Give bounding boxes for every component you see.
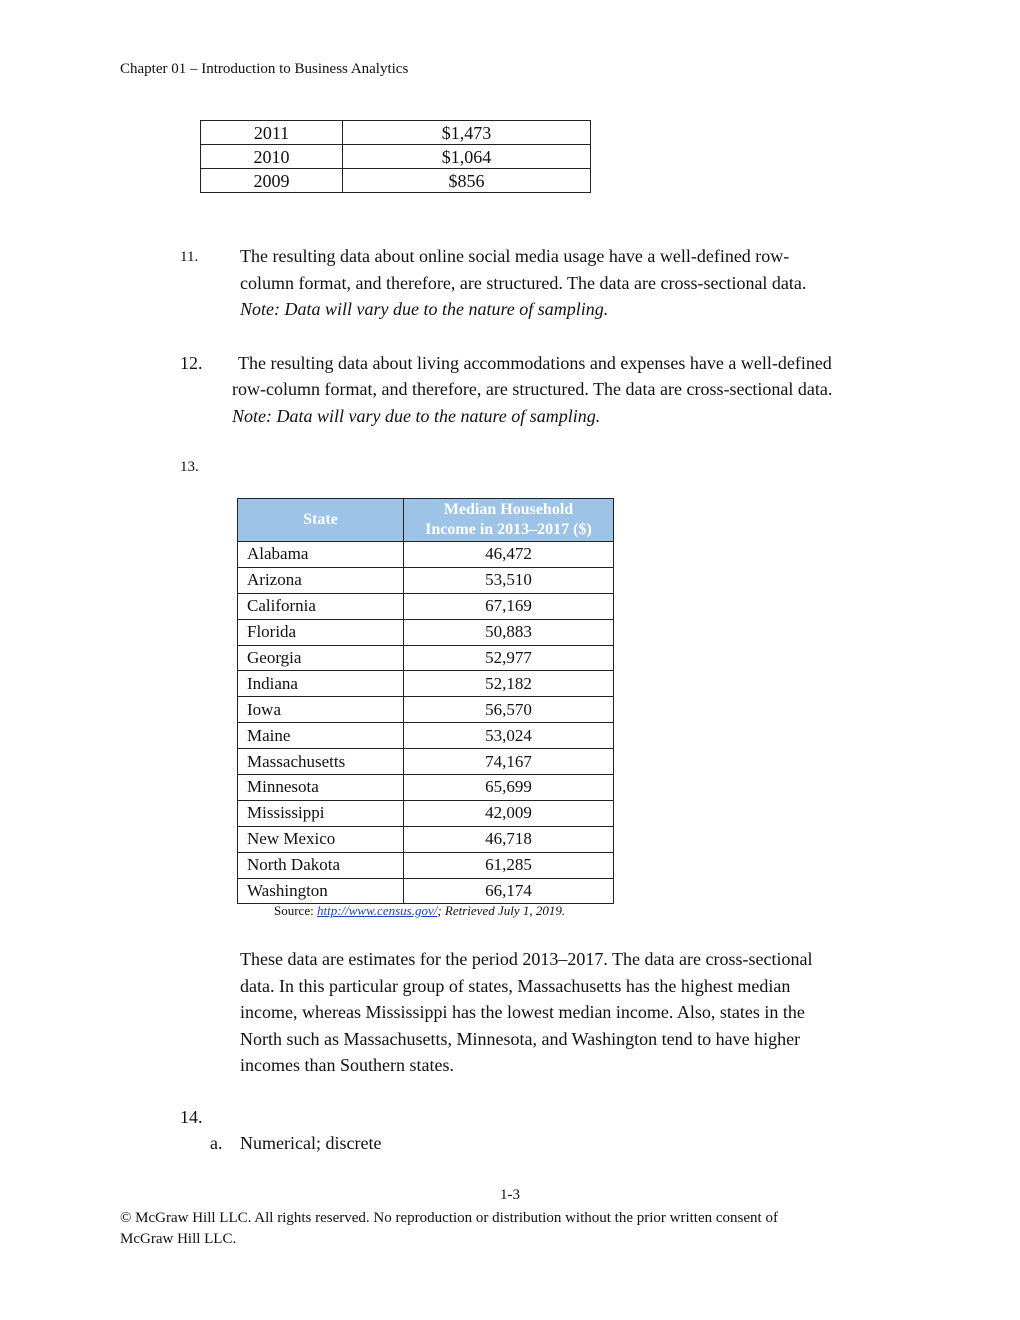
paragraph-line: North such as Massachusetts, Minnesota, and Washington tend to have higher <box>240 1028 801 1049</box>
table-row <box>238 878 614 904</box>
item-12-number: 12. <box>180 353 203 373</box>
state-cell: Alabama <box>238 542 404 568</box>
table-row <box>238 852 614 878</box>
item-11-text <box>240 243 806 323</box>
item-14a-text: Numerical; discrete <box>240 1133 382 1153</box>
income-cell: 56,570 <box>404 697 614 723</box>
item-12-line-first: The resulting data about living accommodations and expenses have a well-defined <box>238 353 832 373</box>
income-cell: 46,718 <box>404 826 614 852</box>
item-14a-label: a. <box>210 1133 223 1153</box>
copyright-line: © McGraw Hill LLC. All rights reserved. No reproduction or distribution without the prior written consent of <box>120 1210 778 1226</box>
income-cell: 61,285 <box>404 852 614 878</box>
page-number: 1-3 <box>500 1187 520 1203</box>
table-header-row <box>238 499 614 542</box>
income-cell: 50,883 <box>404 619 614 645</box>
item-12-line: row-column format, and therefore, are structured. The data are cross-sectional data. <box>232 379 833 399</box>
table-row <box>238 697 614 723</box>
income-cell: 53,024 <box>404 723 614 749</box>
median-income-table <box>237 498 614 904</box>
table-row <box>238 723 614 749</box>
table-row <box>238 749 614 775</box>
table-row <box>201 169 591 193</box>
item-13-paragraph <box>240 946 812 1079</box>
table-row <box>238 645 614 671</box>
income-cell: 42,009 <box>404 800 614 826</box>
table-row <box>238 775 614 801</box>
source-link[interactable]: http://www.census.gov/ <box>316 903 438 918</box>
income-cell: 52,182 <box>404 671 614 697</box>
state-cell: Maine <box>238 723 404 749</box>
item-11-note: Note: Data will vary due to the nature of sampling. <box>240 299 609 319</box>
paragraph-line: income, whereas Mississippi has the lowest median income. Also, states in the <box>240 1002 805 1022</box>
state-cell: Mississippi <box>238 800 404 826</box>
state-cell: Iowa <box>238 697 404 723</box>
state-cell: Minnesota <box>238 775 404 801</box>
paragraph-line: These data are estimates for the period 2013–2017. The data are cross-sectional <box>240 949 813 969</box>
income-cell: 53,510 <box>404 567 614 593</box>
income-cell: 66,174 <box>404 878 614 904</box>
table-row <box>238 826 614 852</box>
state-cell: Indiana <box>238 671 404 697</box>
value-cell: $1,473 <box>343 121 591 145</box>
year-cell: 2011 <box>201 121 343 145</box>
income-cell: 74,167 <box>404 749 614 775</box>
table-row <box>201 121 591 145</box>
copyright-line: McGraw Hill LLC. <box>120 1231 237 1247</box>
table-row <box>238 671 614 697</box>
year-value-table <box>200 120 591 193</box>
item-11-number: 11. <box>180 249 199 265</box>
state-cell: Florida <box>238 619 404 645</box>
income-cell: 46,472 <box>404 542 614 568</box>
year-cell: 2009 <box>201 169 343 193</box>
item-12-text <box>232 376 832 429</box>
state-cell: Arizona <box>238 567 404 593</box>
table-row <box>238 542 614 568</box>
table-row <box>238 593 614 619</box>
table-row <box>238 567 614 593</box>
table-row <box>201 145 591 169</box>
item-11-line: column format, and therefore, are structured. The data are cross-sectional data. <box>240 272 807 293</box>
running-header: Chapter 01 – Introduction to Business Analytics <box>120 61 409 77</box>
item-12-note: Note: Data will vary due to the nature of sampling. <box>232 405 601 426</box>
column-header-income-line: Income in 2013–2017 ($) <box>425 521 592 538</box>
year-cell: 2010 <box>201 145 343 169</box>
state-cell: California <box>238 593 404 619</box>
value-cell: $856 <box>343 169 591 193</box>
state-cell: Georgia <box>238 645 404 671</box>
item-11-line: The resulting data about online social media usage have a well-defined row- <box>240 246 790 266</box>
item-13-number: 13. <box>180 459 199 475</box>
state-cell: New Mexico <box>238 826 404 852</box>
copyright-footer <box>120 1208 880 1250</box>
column-header-income <box>404 499 614 542</box>
income-cell: 52,977 <box>404 645 614 671</box>
value-cell: $1,064 <box>343 145 591 169</box>
table-source-note <box>274 903 565 919</box>
state-cell: Massachusetts <box>238 749 404 775</box>
income-cell: 65,699 <box>404 775 614 801</box>
column-header-income-line: Median Household <box>443 501 574 518</box>
column-header-state: State <box>238 499 404 542</box>
source-retrieved: ; Retrieved July 1, 2019. <box>437 903 566 918</box>
paragraph-line: incomes than Southern states. <box>240 1055 454 1075</box>
state-cell: North Dakota <box>238 852 404 878</box>
income-cell: 67,169 <box>404 593 614 619</box>
paragraph-line: data. In this particular group of states, Massachusetts has the highest median <box>240 975 791 996</box>
table-row <box>238 800 614 826</box>
table-row <box>238 619 614 645</box>
state-cell: Washington <box>238 878 404 904</box>
source-prefix: Source: <box>274 903 317 918</box>
item-14-number: 14. <box>180 1107 203 1127</box>
